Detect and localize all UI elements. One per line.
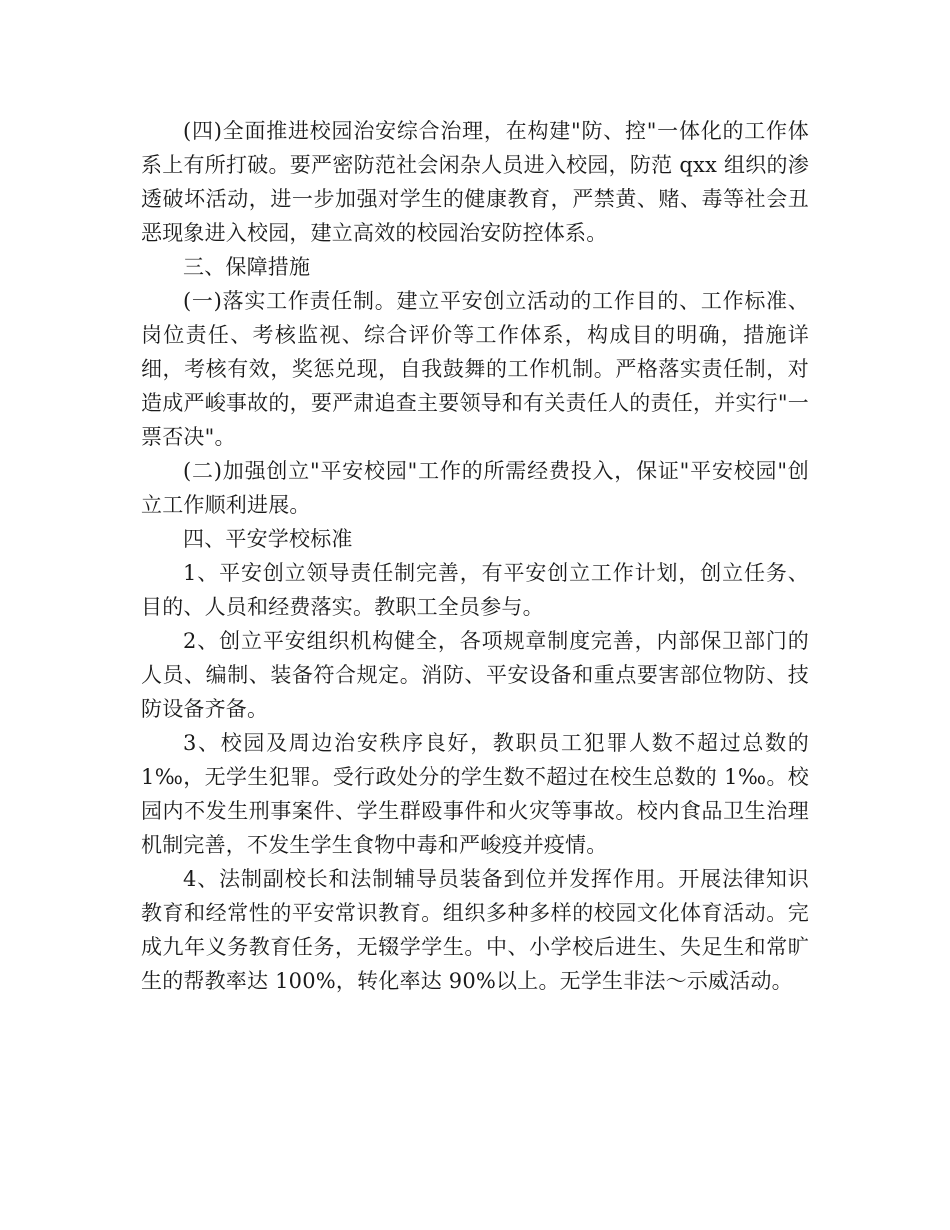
paragraph-standard-3: 3、校园及周边治安秩序良好，教职员工犯罪人数不超过总数的1‰，无学生犯罪。受行政处分的学生数不超过在校生总数的 1‰。校园内不发生刑事案件、学生群殴事件和火灾等事故。校内食品卫生治理机制完善，不发生学生食物中毒和严峻疫并疫情。	[141, 731, 809, 857]
paragraph-campus-security: (四)全面推进校园治安综合治理，在构建"防、控"一体化的工作体系上有所打破。要严密防范社会闲杂人员进入校园，防范 qxx 组织的渗透破坏活动，进一步加强对学生的健康教育，严禁黄、赌、毒等社会丑恶现象进入校园，建立高效的校园治安防控体系。	[141, 119, 809, 245]
paragraph-funding: (二)加强创立"平安校园"工作的所需经费投入，保证"平安校园"创立工作顺利进展。	[141, 459, 809, 517]
paragraph-responsibility-system: (一)落实工作责任制。建立平安创立活动的工作目的、工作标准、岗位责任、考核监视、综合评价等工作体系，构成目的明确，措施详细，考核有效，奖惩兑现，自我鼓舞的工作机制。严格落实责任制，对造成严峻事故的，要严肃追查主要领导和有关责任人的责任，并实行"一票否决"。	[141, 289, 809, 449]
paragraph-standard-4: 4、法制副校长和法制辅导员装备到位并发挥作用。开展法律知识教育和经常性的平安常识教育。组织多种多样的校园文化体育活动。完成九年义务教育任务，无辍学学生。中、小学校后进生、失足生和常旷生的帮教率达 100%，转化率达 90%以上。无学生非法～示威活动。	[141, 867, 809, 993]
document-body	[141, 114, 809, 998]
paragraph-standard-2: 2、创立平安组织机构健全，各项规章制度完善，内部保卫部门的人员、编制、装备符合规定。消防、平安设备和重点要害部位物防、技防设备齐备。	[141, 629, 809, 721]
section-heading-safe-school-standards: 四、平安学校标准	[183, 527, 353, 551]
paragraph-standard-1: 1、平安创立领导责任制完善，有平安创立工作计划，创立任务、目的、人员和经费落实。教职工全员参与。	[141, 561, 809, 619]
section-heading-safeguards: 三、保障措施	[183, 255, 311, 279]
